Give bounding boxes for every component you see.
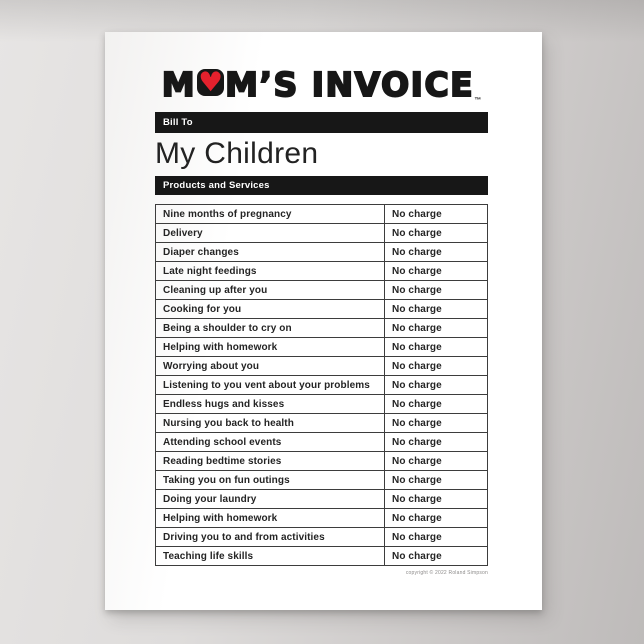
table-row (156, 509, 488, 528)
charge-cell: No charge (385, 433, 488, 452)
copyright-text: copyright © 2022 Roland Simpson (405, 570, 488, 576)
item-cell: Doing your laundry (156, 490, 385, 509)
table-row (156, 376, 488, 395)
charge-cell: No charge (385, 528, 488, 547)
charge-cell: No charge (385, 376, 488, 395)
title-left: M (161, 65, 197, 104)
table-row (156, 205, 488, 224)
table-row (156, 452, 488, 471)
trademark-symbol: ™ (474, 97, 482, 104)
item-cell: Nursing you back to health (156, 414, 385, 433)
item-cell: Helping with homework (156, 509, 385, 528)
invoice-table-body (156, 205, 488, 566)
poster (105, 32, 542, 610)
poster-title (155, 65, 488, 103)
table-row (156, 281, 488, 300)
table-row (156, 547, 488, 566)
title-right: M’S INVOICE (225, 65, 475, 104)
charge-cell: No charge (385, 262, 488, 281)
item-cell: Taking you on fun outings (156, 471, 385, 490)
table-row (156, 528, 488, 547)
item-cell: Listening to you vent about your problems (156, 376, 385, 395)
item-cell: Late night feedings (156, 262, 385, 281)
table-row (156, 338, 488, 357)
table-row (156, 395, 488, 414)
invoice-table (155, 204, 488, 566)
table-row (156, 490, 488, 509)
table-row (156, 262, 488, 281)
table-row (156, 319, 488, 338)
charge-cell: No charge (385, 300, 488, 319)
charge-cell: No charge (385, 452, 488, 471)
item-cell: Diaper changes (156, 243, 385, 262)
item-cell: Teaching life skills (156, 547, 385, 566)
item-cell: Cooking for you (156, 300, 385, 319)
item-cell: Delivery (156, 224, 385, 243)
item-cell: Reading bedtime stories (156, 452, 385, 471)
table-row (156, 243, 488, 262)
heart-glyph: ♥ (197, 65, 224, 99)
charge-cell: No charge (385, 547, 488, 566)
charge-cell: No charge (385, 338, 488, 357)
charge-cell: No charge (385, 224, 488, 243)
charge-cell: No charge (385, 243, 488, 262)
item-cell: Helping with homework (156, 338, 385, 357)
charge-cell: No charge (385, 509, 488, 528)
item-cell: Endless hugs and kisses (156, 395, 385, 414)
recipient-name: My Children (155, 137, 319, 170)
products-services-bar: Products and Services (155, 176, 488, 195)
item-cell: Nine months of pregnancy (156, 205, 385, 224)
poster-content (155, 65, 488, 576)
table-row (156, 414, 488, 433)
item-cell: Cleaning up after you (156, 281, 385, 300)
item-cell: Being a shoulder to cry on (156, 319, 385, 338)
charge-cell: No charge (385, 395, 488, 414)
heart-icon (197, 65, 224, 99)
charge-cell: No charge (385, 414, 488, 433)
item-cell: Attending school events (156, 433, 385, 452)
bill-to-bar: Bill To (155, 112, 488, 133)
table-row (156, 300, 488, 319)
item-cell: Driving you to and from activities (156, 528, 385, 547)
charge-cell: No charge (385, 205, 488, 224)
charge-cell: No charge (385, 471, 488, 490)
charge-cell: No charge (385, 357, 488, 376)
charge-cell: No charge (385, 281, 488, 300)
charge-cell: No charge (385, 490, 488, 509)
item-cell: Worrying about you (156, 357, 385, 376)
table-row (156, 224, 488, 243)
table-row (156, 471, 488, 490)
table-row (156, 433, 488, 452)
table-row (156, 357, 488, 376)
charge-cell: No charge (385, 319, 488, 338)
